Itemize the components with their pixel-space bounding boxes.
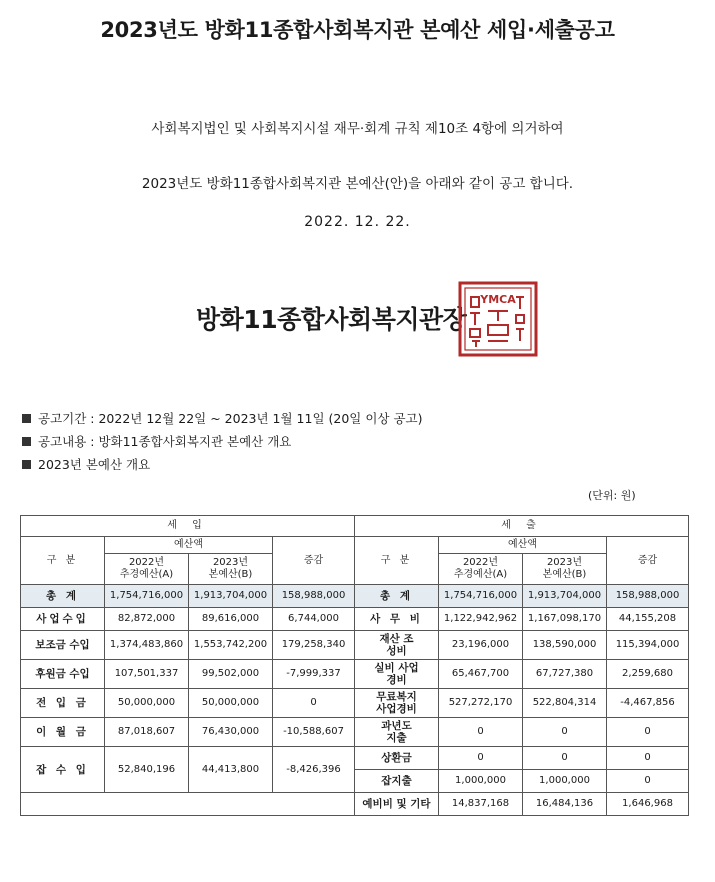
empty-cell (21, 793, 355, 816)
expense-diff: 2,259,680 (607, 660, 689, 689)
bullet-list (22, 407, 422, 476)
bullet-square-icon (22, 414, 31, 423)
revenue-name: 총 계 (21, 585, 105, 608)
table-row (21, 631, 689, 660)
page-title: 2023년도 방화11종합사회복지관 본예산 세입·세출공고 (100, 18, 615, 42)
revenue-2022: 52,840,196 (105, 747, 189, 793)
expense-2023: 67,727,380 (523, 660, 607, 689)
expense-2022: 23,196,000 (439, 631, 523, 660)
seal-text: YMCA (480, 293, 516, 306)
col-budget: 예산액 (439, 537, 607, 554)
revenue-diff: 0 (273, 689, 355, 718)
revenue-2022: 82,872,000 (105, 608, 189, 631)
expense-name: 잡지출 (355, 770, 439, 793)
expense-name: 재산 조성비 (355, 631, 439, 660)
revenue-diff: -8,426,396 (273, 747, 355, 793)
table-row (21, 660, 689, 689)
revenue-2023: 76,430,000 (189, 718, 273, 747)
table-row (21, 747, 689, 770)
revenue-2022: 1,374,483,860 (105, 631, 189, 660)
col-2023: 2023년 본예산(B) (189, 554, 273, 585)
col-budget: 예산액 (105, 537, 273, 554)
col-category: 구 분 (355, 537, 439, 585)
bullet-item (22, 430, 422, 453)
revenue-2023: 99,502,000 (189, 660, 273, 689)
revenue-2022: 1,754,716,000 (105, 585, 189, 608)
col-2023: 2023년 본예산(B) (523, 554, 607, 585)
expense-name: 예비비 및 기타 (355, 793, 439, 816)
expense-diff: -4,467,856 (607, 689, 689, 718)
bullet-square-icon (22, 460, 31, 469)
official-seal-icon (458, 281, 538, 357)
revenue-diff: -7,999,337 (273, 660, 355, 689)
revenue-name: 후원금 수입 (21, 660, 105, 689)
table-row (21, 793, 689, 816)
expense-2023: 0 (523, 718, 607, 747)
revenue-2022: 107,501,337 (105, 660, 189, 689)
expense-diff: 1,646,968 (607, 793, 689, 816)
table-row (21, 585, 689, 608)
budget-table (20, 515, 689, 816)
expense-name: 총 계 (355, 585, 439, 608)
expense-name: 무료복지 사업경비 (355, 689, 439, 718)
intro-line-1: 사회복지법인 및 사회복지시설 재무·회계 규칙 제10조 4항에 의거하여 (151, 121, 564, 137)
expense-diff: 0 (607, 747, 689, 770)
col-2022: 2022년 추경예산(A) (439, 554, 523, 585)
bullet-text: 공고내용 : 방화11종합사회복지관 본예산 개요 (38, 434, 292, 449)
expense-header: 세 출 (355, 516, 689, 537)
expense-2022: 1,122,942,962 (439, 608, 523, 631)
revenue-2023: 44,413,800 (189, 747, 273, 793)
expense-2023: 1,913,704,000 (523, 585, 607, 608)
bullet-text: 2023년 본예산 개요 (38, 457, 151, 472)
bullet-item (22, 407, 422, 430)
table-row (21, 689, 689, 718)
bullet-text: 공고기간 : 2022년 12월 22일 ~ 2023년 1월 11일 (20일 이상 공고) (38, 411, 423, 426)
expense-name: 상환금 (355, 747, 439, 770)
expense-2022: 1,000,000 (439, 770, 523, 793)
revenue-name: 보조금 수입 (21, 631, 105, 660)
expense-2023: 1,167,098,170 (523, 608, 607, 631)
revenue-diff: -10,588,607 (273, 718, 355, 747)
revenue-name: 잡 수 입 (21, 747, 105, 793)
expense-2023: 138,590,000 (523, 631, 607, 660)
expense-2022: 1,754,716,000 (439, 585, 523, 608)
revenue-diff: 6,744,000 (273, 608, 355, 631)
expense-name: 실비 사업경비 (355, 660, 439, 689)
bullet-square-icon (22, 437, 31, 446)
col-diff: 증감 (607, 537, 689, 585)
expense-name: 사 무 비 (355, 608, 439, 631)
table-row (21, 608, 689, 631)
director-signature: 방화11종합사회복지관장 (196, 305, 467, 334)
expense-diff: 44,155,208 (607, 608, 689, 631)
notice-date: 2022. 12. 22. (304, 214, 411, 230)
col-diff: 증감 (273, 537, 355, 585)
expense-diff: 158,988,000 (607, 585, 689, 608)
revenue-2023: 1,913,704,000 (189, 585, 273, 608)
bullet-item (22, 453, 422, 476)
expense-name: 과년도 지출 (355, 718, 439, 747)
revenue-2023: 89,616,000 (189, 608, 273, 631)
expense-diff: 115,394,000 (607, 631, 689, 660)
expense-2022: 0 (439, 747, 523, 770)
expense-2022: 0 (439, 718, 523, 747)
intro-line-2: 2023년도 방화11종합사회복지관 본예산(안)을 아래와 같이 공고 합니다. (141, 176, 574, 192)
revenue-header: 세 입 (21, 516, 355, 537)
unit-label: (단위: 원) (588, 489, 636, 502)
revenue-2022: 50,000,000 (105, 689, 189, 718)
revenue-name: 전 입 금 (21, 689, 105, 718)
revenue-2023: 1,553,742,200 (189, 631, 273, 660)
expense-2022: 65,467,700 (439, 660, 523, 689)
expense-diff: 0 (607, 770, 689, 793)
revenue-2022: 87,018,607 (105, 718, 189, 747)
revenue-name: 이 월 금 (21, 718, 105, 747)
col-2022: 2022년 추경예산(A) (105, 554, 189, 585)
revenue-diff: 179,258,340 (273, 631, 355, 660)
expense-2023: 1,000,000 (523, 770, 607, 793)
expense-diff: 0 (607, 718, 689, 747)
revenue-name: 사업수입 (21, 608, 105, 631)
expense-2023: 0 (523, 747, 607, 770)
revenue-diff: 158,988,000 (273, 585, 355, 608)
revenue-2023: 50,000,000 (189, 689, 273, 718)
col-category: 구 분 (21, 537, 105, 585)
expense-2023: 522,804,314 (523, 689, 607, 718)
expense-2023: 16,484,136 (523, 793, 607, 816)
expense-2022: 14,837,168 (439, 793, 523, 816)
expense-2022: 527,272,170 (439, 689, 523, 718)
table-row (21, 718, 689, 747)
